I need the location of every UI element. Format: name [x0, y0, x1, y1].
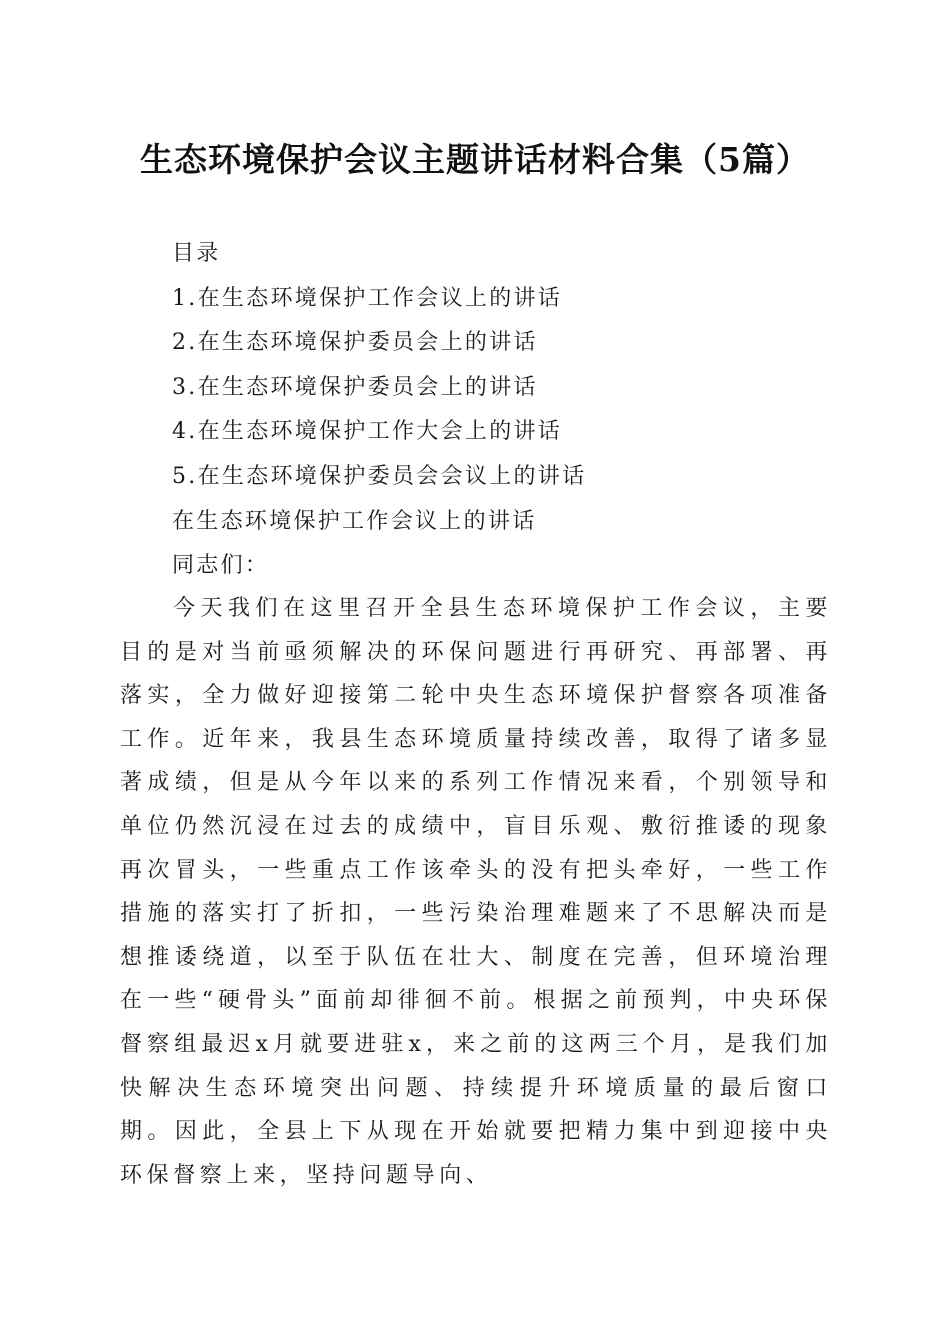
table-of-contents: [172, 232, 852, 589]
body-paragraph: 今天我们在这里召开全县生态环境保护工作会议，主要目的是对当前亟须解决的环保问题进行再研究、再部署、再落实，全力做好迎接第二轮中央生态环境保护督察各项准备工作。近年来，我县生态环境质量持续改善，取得了诸多显著成绩，但是从今年以来的系列工作情况来看，个别领导和单位仍然沉浸在过去的成绩中，盲目乐观、敷衍推诿的现象再次冒头，一些重点工作该牵头的没有把头牵好，一些工作措施的落实打了折扣，一些污染治理难题来了不思解决而是想推诿绕道，以至于队伍在壮大、制度在完善，但环境治理在一些“硬骨头”面前却徘徊不前。根据之前预判，中央环保督察组最迟x月就要进驻x，来之前的这两三个月，是我们加快解决生态环境突出问题、持续提升环境质量的最后窗口期。因此，全县上下从现在开始就要把精力集中到迎接中央环保督察上来，坚持问题导向、: [120, 596, 832, 1188]
section-title: 在生态环境保护工作会议上的讲话: [172, 508, 537, 534]
salutation: 同志们：: [172, 553, 270, 579]
toc-item: 3.在生态环境保护委员会上的讲话: [172, 374, 538, 400]
toc-item: 2.在生态环境保护委员会上的讲话: [172, 330, 538, 356]
toc-heading: 目录: [172, 241, 221, 266]
document-title: 生态环境保护会议主题讲话材料合集（5篇）: [140, 140, 810, 179]
toc-item: 4.在生态环境保护工作大会上的讲话: [172, 419, 563, 445]
toc-item: 1.在生态环境保护工作会议上的讲话: [172, 285, 563, 311]
toc-item: 5.在生态环境保护委员会会议上的讲话: [172, 463, 587, 489]
